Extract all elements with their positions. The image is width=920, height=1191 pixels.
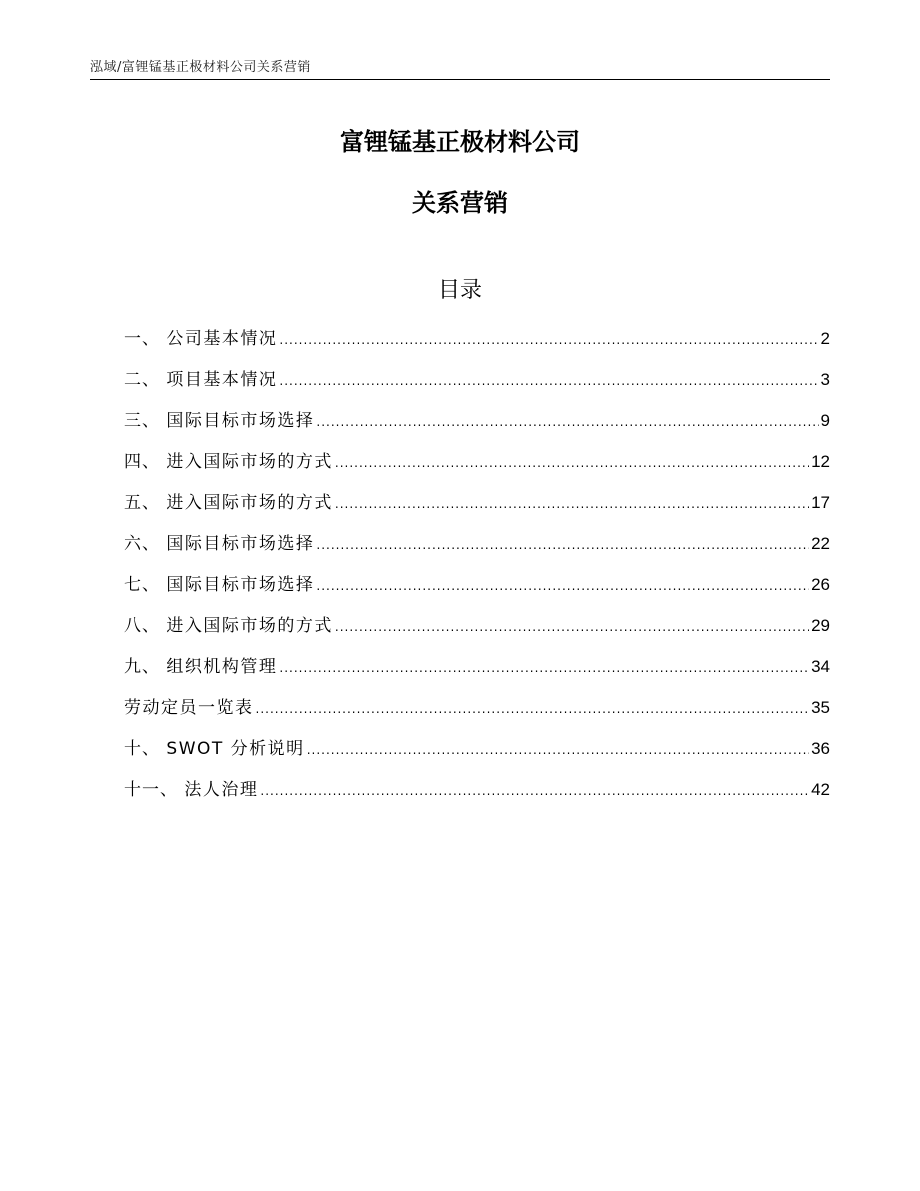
document-title: 富锂锰基正极材料公司 (340, 128, 580, 156)
toc-entry-label: 公司基本情况 (166, 329, 278, 349)
toc-entry-label: 进入国际市场的方式 (166, 493, 333, 513)
toc-entry-page: 17 (811, 493, 830, 512)
toc-entry[interactable] (124, 318, 830, 359)
toc-entry-page: 9 (820, 411, 830, 430)
toc-entry-label: 项目基本情况 (166, 370, 278, 390)
toc-entry[interactable] (124, 523, 830, 564)
header-divider (90, 79, 830, 80)
document-subtitle: 关系营销 (412, 189, 508, 217)
toc-entry-label: 国际目标市场选择 (166, 575, 315, 595)
toc-entry-page: 42 (811, 780, 830, 799)
toc-dot-leader (279, 320, 818, 361)
toc-dot-leader (316, 566, 809, 607)
toc-entry-page: 12 (811, 452, 830, 471)
toc-entry-label: 劳动定员一览表 (124, 698, 254, 718)
toc-dot-leader (335, 443, 809, 484)
toc-dot-leader (256, 689, 810, 730)
toc-entry-number: 三、 (124, 411, 167, 431)
toc-entry[interactable] (124, 441, 830, 482)
table-of-contents (124, 318, 830, 810)
toc-entry-number: 八、 (124, 616, 167, 636)
toc-dot-leader (307, 730, 809, 771)
toc-entry-label: SWOT 分析说明 (166, 739, 305, 759)
toc-dot-leader (316, 525, 809, 566)
toc-entry[interactable] (124, 687, 830, 728)
toc-entry-label: 进入国际市场的方式 (166, 616, 333, 636)
toc-entry-page: 35 (811, 698, 830, 717)
toc-entry-label: 法人治理 (184, 780, 259, 800)
toc-entry-page: 34 (811, 657, 830, 676)
toc-entry-page: 26 (811, 575, 830, 594)
toc-entry[interactable] (124, 646, 830, 687)
toc-dot-leader (335, 484, 809, 525)
toc-entry[interactable] (124, 564, 830, 605)
toc-entry-page: 29 (811, 616, 830, 635)
toc-entry[interactable] (124, 728, 830, 769)
toc-entry-number: 四、 (124, 452, 167, 472)
toc-entry-number: 十一、 (124, 780, 185, 800)
toc-entry-label: 进入国际市场的方式 (166, 452, 333, 472)
toc-dot-leader (279, 361, 818, 402)
toc-heading: 目录 (437, 278, 482, 303)
toc-entry-number: 一、 (124, 329, 167, 349)
toc-entry[interactable] (124, 359, 830, 400)
toc-entry-label: 国际目标市场选择 (166, 411, 315, 431)
toc-dot-leader (335, 607, 809, 648)
toc-entry-number: 七、 (124, 575, 167, 595)
toc-entry-number: 二、 (124, 370, 167, 390)
toc-entry-page: 3 (820, 370, 830, 389)
toc-entry-label: 组织机构管理 (166, 657, 278, 677)
toc-entry-page: 22 (811, 534, 830, 553)
toc-entry-number: 五、 (124, 493, 167, 513)
toc-dot-leader (316, 402, 818, 443)
toc-dot-leader (279, 648, 809, 689)
toc-entry-page: 2 (820, 329, 830, 348)
toc-entry[interactable] (124, 400, 830, 441)
toc-entry-number: 六、 (124, 534, 167, 554)
toc-entry-label: 国际目标市场选择 (166, 534, 315, 554)
toc-dot-leader (260, 771, 809, 812)
toc-entry-number: 十、 (124, 739, 167, 759)
toc-entry[interactable] (124, 482, 830, 523)
toc-entry[interactable] (124, 769, 830, 810)
running-header: 泓域/富锂锰基正极材料公司关系营销 (90, 60, 311, 75)
toc-entry-page: 36 (811, 739, 830, 758)
toc-entry[interactable] (124, 605, 830, 646)
toc-entry-number: 九、 (124, 657, 167, 677)
